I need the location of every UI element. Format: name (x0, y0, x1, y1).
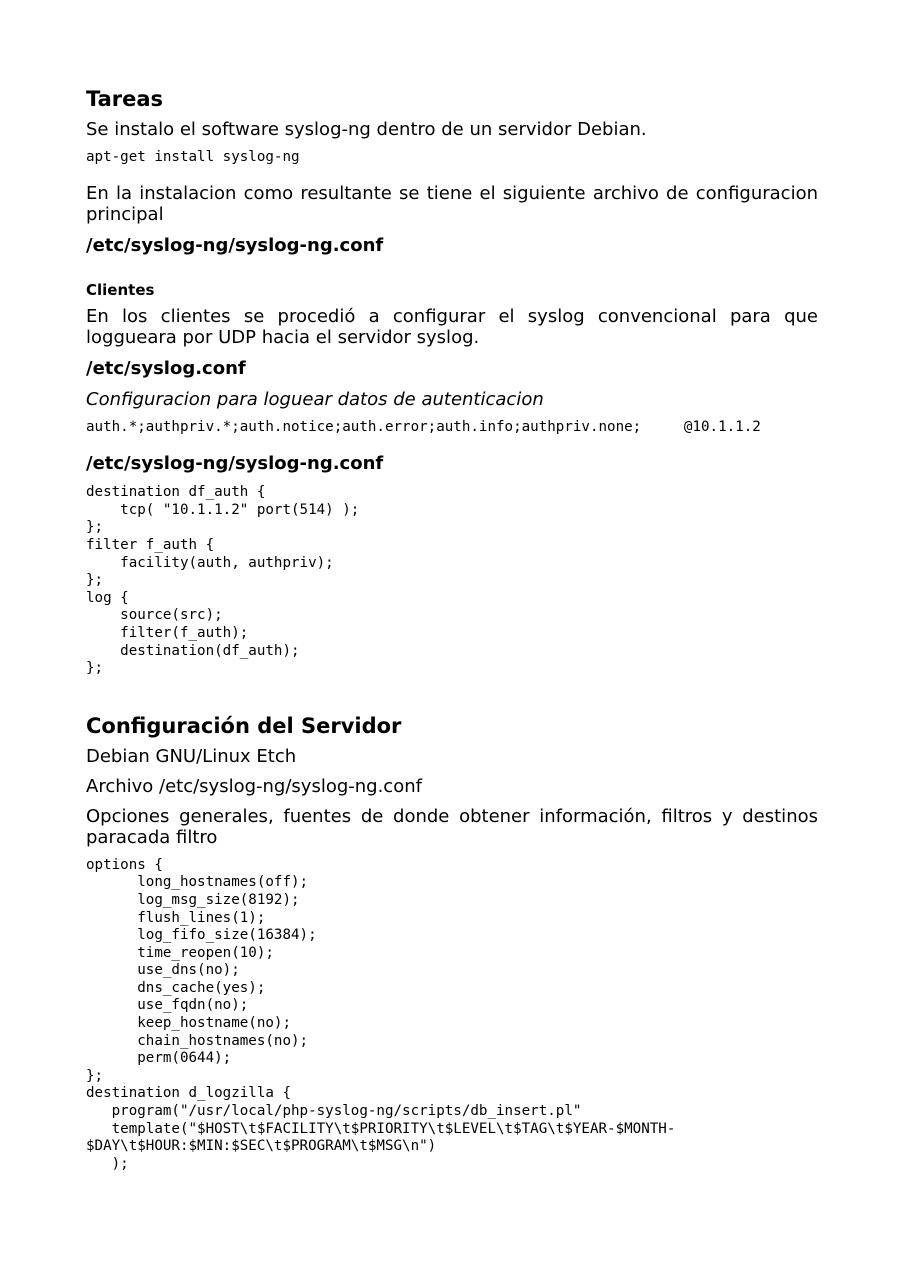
servidor-os: Debian GNU/Linux Etch (86, 745, 297, 767)
clientes-paragraph: En los clientes se procedió a configurar el syslog convencional para que loggueara por UDP hacia el servidor syslog. (86, 305, 818, 348)
tareas-heading: Tareas (86, 87, 164, 111)
servidor-opciones: Opciones generales, fuentes de donde obtener información, filtros y destinos paracada filtro (86, 805, 818, 848)
syslog-conf-heading: /etc/syslog.conf (86, 357, 246, 379)
clientes-heading: Clientes (86, 280, 155, 299)
install-command: apt-get install syslog-ng (86, 149, 300, 165)
auth-config-subtitle: Configuracion para loguear datos de autenticacion (86, 388, 544, 410)
client-syslog-ng-conf-code: destination df_auth { tcp( "10.1.1.2" port(514) ); }; filter f_auth { facility(auth, authpriv); }; log { source(src); filter(f_auth); destination(df_auth); }; (86, 484, 360, 677)
server-syslog-ng-conf-code: options { long_hostnames(off); log_msg_size(8192); flush_lines(1); log_fifo_size(16384); time_reopen(10); use_dns(no); dns_cache(yes); use_fqdn(no); keep_hostname(no); chain_hostnames(no); perm(0644); }; destination d_logzilla { program("/usr/local/php-syslog-ng/scripts/db_insert.pl" template("$HOST\t$FACILITY\t$PRIORITY\t$LEVEL\t$TAG\t$YEAR-$MONTH- $DAY\t$HOUR:$MIN:$SEC\t$PROGRAM\t$MSG\n") ); (86, 856, 676, 1172)
document-page (86, 85, 818, 1183)
tareas-paragraph-1: Se instalo el software syslog-ng dentro de un servidor Debian. (86, 119, 647, 140)
servidor-archivo: Archivo /etc/syslog-ng/syslog-ng.conf (86, 775, 422, 797)
tareas-paragraph-2: En la instalacion como resultante se tiene el siguiente archivo de configuracion principal (86, 182, 818, 225)
client-syslog-ng-conf-heading: /etc/syslog-ng/syslog-ng.conf (86, 453, 384, 475)
servidor-heading: Configuración del Servidor (86, 713, 402, 738)
syslog-conf-line: auth.*;authpriv.*;auth.notice;auth.error;auth.info;authpriv.none; @10.1.1.2 (86, 418, 761, 435)
main-config-file-heading: /etc/syslog-ng/syslog-ng.conf (86, 234, 384, 256)
